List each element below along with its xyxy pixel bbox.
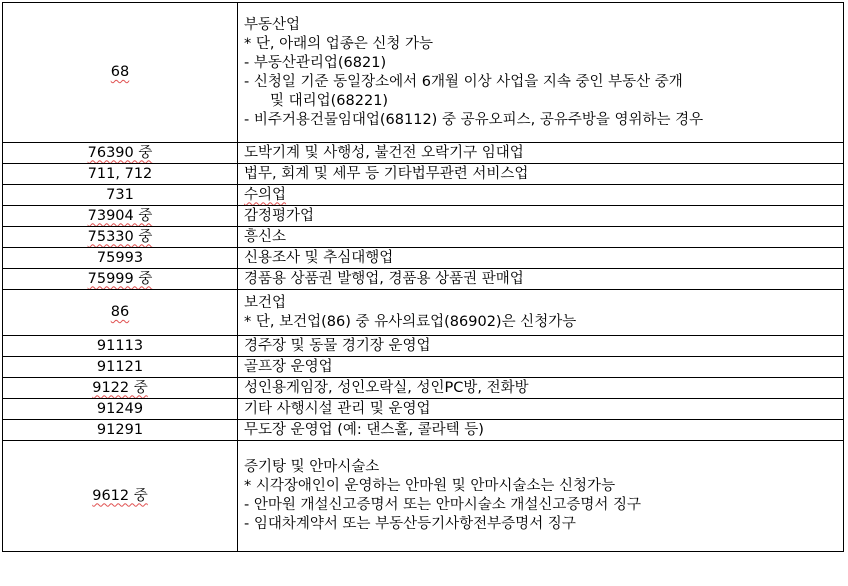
table-row — [3, 378, 844, 399]
description-line: * 단, 보건업(86) 중 유사의료업(86902)은 신청가능 — [244, 313, 577, 330]
industry-code: 91291 — [3, 420, 238, 441]
table-row — [3, 441, 844, 552]
description-line: - 부동산관리업(6821) — [244, 54, 387, 71]
description-line: 감정평가업 — [244, 207, 315, 224]
description-line: 성인용게임장, 성인오락실, 성인PC방, 전화방 — [244, 379, 529, 396]
industry-code: 91121 — [3, 357, 238, 378]
industry-description — [238, 227, 844, 248]
table-row — [3, 164, 844, 185]
industry-description — [238, 206, 844, 227]
table-row — [3, 269, 844, 290]
industry-code: 731 — [3, 185, 238, 206]
industry-description — [238, 441, 844, 552]
description-line: - 비주거용건물임대업(68112) 중 공유오피스, 공유주방을 영위하는 경우 — [244, 111, 704, 128]
industry-description — [238, 290, 844, 336]
industry-code: 68 — [3, 3, 238, 143]
industry-description — [238, 164, 844, 185]
industry-code: 75330 중 — [3, 227, 238, 248]
industry-code: 711, 712 — [3, 164, 238, 185]
table-row — [3, 248, 844, 269]
industry-description — [238, 3, 844, 143]
description-line: - 안마원 개설신고증명서 또는 안마시술소 개설신고증명서 징구 — [244, 497, 642, 513]
description-line: 기타 사행시설 관리 및 운영업 — [244, 400, 431, 417]
industry-description — [238, 143, 844, 164]
description-line: 수의업 — [244, 186, 287, 203]
industry-description — [238, 420, 844, 441]
description-line: 경주장 및 동물 경기장 운영업 — [244, 337, 431, 354]
description-line: 무도장 운영업 (예: 댄스홀, 콜라텍 등) — [244, 421, 484, 438]
description-line: 및 대리업(68221) — [270, 92, 389, 109]
description-line: - 신청일 기준 동일장소에서 6개월 이상 사업을 지속 중인 부동산 중개 — [244, 73, 683, 90]
industry-code: 75993 — [3, 248, 238, 269]
industry-description — [238, 378, 844, 399]
industry-code: 86 — [3, 290, 238, 336]
industry-code: 75999 중 — [3, 269, 238, 290]
table-row — [3, 3, 844, 143]
description-line: 경품용 상품권 발행업, 경품용 상품권 판매업 — [244, 270, 524, 287]
industry-code: 9122 중 — [3, 378, 238, 399]
industry-code: 9612 중 — [3, 441, 238, 552]
excluded-industries-table — [2, 2, 844, 552]
table-row — [3, 399, 844, 420]
industry-code: 73904 중 — [3, 206, 238, 227]
industry-description — [238, 185, 844, 206]
industry-description — [238, 248, 844, 269]
industry-code: 91249 — [3, 399, 238, 420]
description-line: - 임대차계약서 또는 부동산등기사항전부증명서 징구 — [244, 516, 576, 532]
industry-description — [238, 269, 844, 290]
table-row — [3, 227, 844, 248]
industry-code: 76390 중 — [3, 143, 238, 164]
table-row — [3, 206, 844, 227]
industry-description — [238, 399, 844, 420]
industry-description — [238, 336, 844, 357]
industry-code: 91113 — [3, 336, 238, 357]
table-row — [3, 185, 844, 206]
industry-description — [238, 357, 844, 378]
table-row — [3, 143, 844, 164]
description-line: 흥신소 — [244, 228, 287, 245]
description-line: * 단, 아래의 업종은 신청 가능 — [244, 35, 433, 52]
table-row — [3, 357, 844, 378]
description-line: 부동산업 — [244, 16, 301, 33]
description-line: 증기탕 및 안마시술소 — [244, 459, 380, 475]
table-row — [3, 336, 844, 357]
description-line: 골프장 운영업 — [244, 358, 333, 375]
description-line: 법무, 회계 및 세무 등 기타법무관련 서비스업 — [244, 165, 529, 182]
description-line: 도박기계 및 사행성, 불건전 오락기구 임대업 — [244, 144, 524, 161]
description-line: 신용조사 및 추심대행업 — [244, 249, 394, 266]
table-row — [3, 420, 844, 441]
description-line: * 시각장애인이 운영하는 안마원 및 안마시술소는 신청가능 — [244, 478, 616, 494]
description-line: 보건업 — [244, 294, 287, 311]
table-row — [3, 290, 844, 336]
